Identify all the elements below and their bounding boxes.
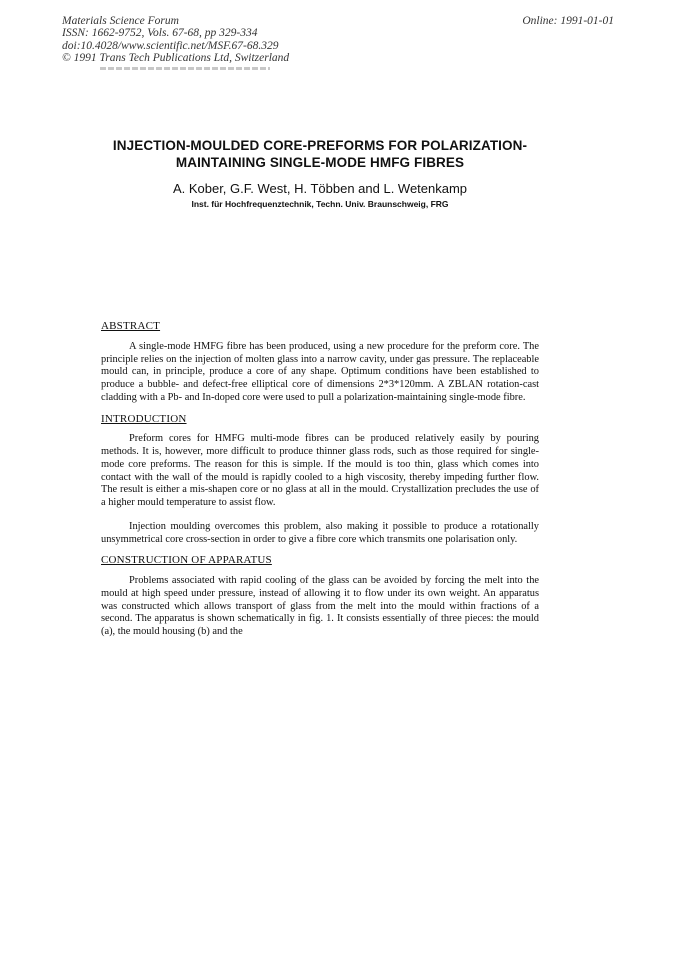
title-line-2: MAINTAINING SINGLE-MODE HMFG FIBRES [175, 154, 465, 170]
paper-body [101, 320, 539, 639]
introduction-paragraph-2: Injection moulding overcomes this problem, also making it possible to produce a rotationally unsymmetrical core cross-section in order to give a fibre core which transmits one polarisation only. [101, 520, 539, 545]
doi-line[interactable]: doi:10.4028/www.scientific.net/MSF.67-68.329 [62, 39, 279, 52]
abstract-heading: ABSTRACT [101, 320, 161, 332]
abstract-text: A single-mode HMFG fibre has been produced, using a new procedure for the preform core. The principle relies on the injection of molten glass into a narrow cavity, under gas pressure. The replaceable mould can, in principle, produce a core of any shape. Optimum conditions have been established to produce a bubble- and defect-free elliptical core of dimensions 2*3*120mm. A ZBLAN rotation-cast cladding with a Pb- and In-doped core were used to pull a polarization-maintaining single-mode fibre. [101, 340, 539, 403]
journal-header [62, 15, 289, 65]
copyright-line: © 1991 Trans Tech Publications Ltd, Switzerland [62, 52, 290, 65]
journal-name: Materials Science Forum [62, 15, 179, 27]
authors: A. Kober, G.F. West, H. Többen and L. Wetenkamp [172, 181, 468, 196]
paper-title [90, 138, 550, 171]
faint-copyright-line [100, 67, 270, 70]
online-date: Online: 1991-01-01 [522, 15, 614, 27]
affiliation: Inst. für Hochfrequenztechnik, Techn. Univ. Braunschweig, FRG [191, 199, 449, 209]
introduction-heading: INTRODUCTION [101, 412, 187, 425]
title-line-1: INJECTION-MOULDED CORE-PREFORMS FOR POLARIZATION- [112, 138, 528, 153]
apparatus-paragraph-1: Problems associated with rapid cooling of the glass can be avoided by forcing the melt into the mould at high speed under pressure, instead of allowing it to flow under its own weight. An apparatus was constructed which allows transport of glass from the melt into the mould within fractions of a second. The apparatus is shown schematically in fig. 1. It consists essentially of three pieces: the mould (a), the mould housing (b) and the [101, 575, 539, 637]
apparatus-heading: CONSTRUCTION OF APPARATUS [101, 554, 272, 567]
issn-line: ISSN: 1662-9752, Vols. 67-68, pp 329-334 [62, 27, 258, 40]
introduction-paragraph-1: Preform cores for HMFG multi-mode fibres can be produced relatively easily by pouring methods. It is, however, more difficult to produce thinner glass rods, such as those required for single-mode core preforms. The reason for this is simple. If the mould is too thin, glass which comes into contact with the wall of the mould is rapidly cooled to a high viscosity, thereby impeding further flow. The result is either a mis-shapen core or no glass at all in the mould. Crystallization precludes the use of a higher mould temperature to assist flow. [101, 433, 539, 508]
